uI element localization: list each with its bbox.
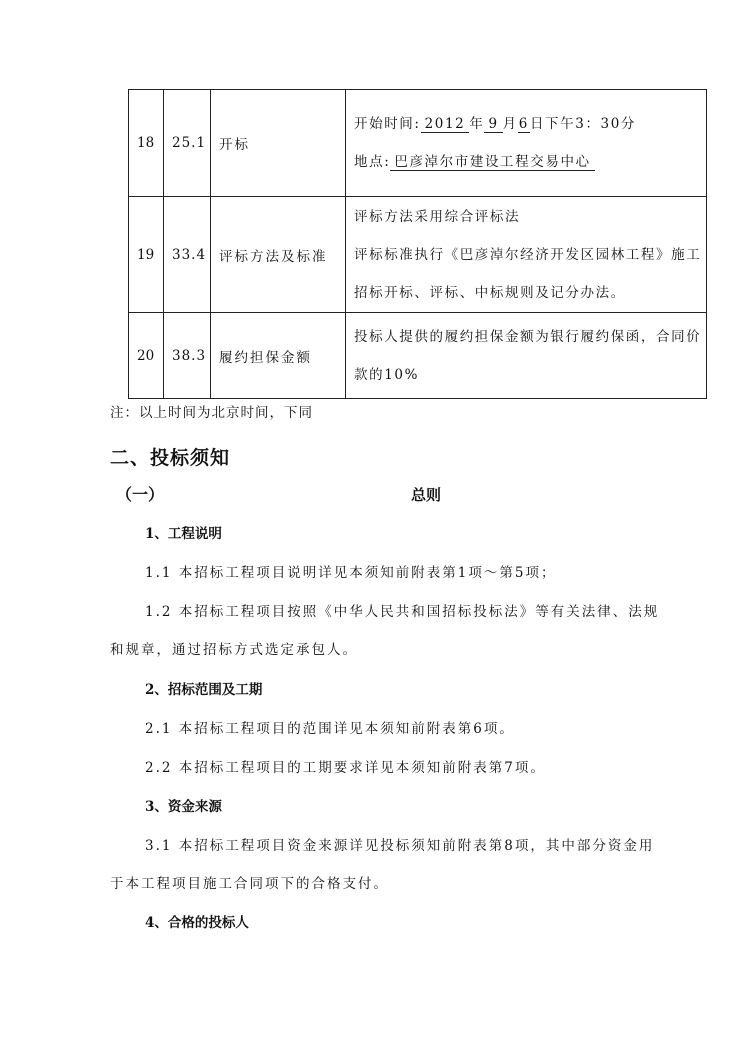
subsection-number: （一） [116, 485, 165, 504]
open-time-line [354, 105, 706, 143]
heading-funding-source: 3、资金来源 [145, 799, 222, 815]
paragraph: 1.1 本招标工程项目说明详见本须知前附表第1项～第5项； [145, 565, 557, 581]
row-number: 18 [129, 90, 164, 197]
content-line: 评标方法采用综合评标法 [354, 208, 521, 225]
paragraph: 于本工程项目施工合同项下的合格支付。 [110, 876, 389, 892]
month-unit: 月 [502, 116, 518, 132]
paragraph: 2.1 本招标工程项目的范围详见本须知前附表第6项。 [145, 721, 515, 737]
heading-project-description: 1、工程说明 [145, 526, 222, 542]
content-line: 投标人提供的履约担保金额为银行履约保函，合同价 [354, 328, 702, 345]
paragraph: 和规章，通过招标方式选定承包人。 [110, 642, 358, 658]
table-note: 注：以上时间为北京时间，下同 [110, 405, 313, 421]
place-line [354, 143, 706, 181]
content-line: 评标标准执行《巴彦淖尔经济开发区园林工程》施工 [354, 246, 702, 263]
item-content [346, 313, 707, 399]
paragraph: 1.2 本招标工程项目按照《中华人民共和国招标投标法》等有关法律、法规 [145, 604, 660, 620]
item-name: 履约担保金额 [211, 313, 346, 399]
heading-qualified-bidders: 4、合格的投标人 [145, 915, 249, 931]
place-value: 巴彦淖尔市建设工程交易中心 [390, 154, 594, 171]
subsection-title: 总则 [411, 486, 442, 504]
clause-number: 33.4 [164, 197, 211, 313]
table-row [129, 197, 707, 313]
content-line: 款的10% [354, 366, 420, 383]
row-number: 20 [129, 313, 164, 399]
item-content [346, 197, 707, 313]
open-time-label: 开始时间: [354, 116, 421, 132]
table-row [129, 313, 707, 399]
paragraph: 3.1 本招标工程项目资金来源详见投标须知前附表第8项，其中部分资金用 [145, 838, 655, 854]
time-rest: 日下午3：30分 [529, 116, 637, 132]
year-unit: 年 [469, 116, 485, 132]
item-content [346, 90, 707, 197]
section-title: 二、投标须知 [110, 447, 231, 469]
table-row [129, 90, 707, 197]
place-label: 地点: [354, 154, 391, 170]
bid-data-table [128, 89, 707, 399]
clause-number: 38.3 [164, 313, 211, 399]
paragraph: 2.2 本招标工程项目的工期要求详见本须知前附表第7项。 [145, 760, 546, 776]
clause-number: 25.1 [164, 90, 211, 197]
day-value: 6 [518, 116, 529, 132]
heading-scope-duration: 2、招标范围及工期 [145, 682, 263, 698]
month-value: 9 [484, 116, 502, 133]
item-name: 评标方法及标准 [211, 197, 346, 313]
item-name: 开标 [211, 90, 346, 197]
year-value: 2012 [421, 116, 470, 133]
content-line: 招标开标、评标、中标规则及记分办法。 [354, 284, 626, 301]
row-number: 19 [129, 197, 164, 313]
